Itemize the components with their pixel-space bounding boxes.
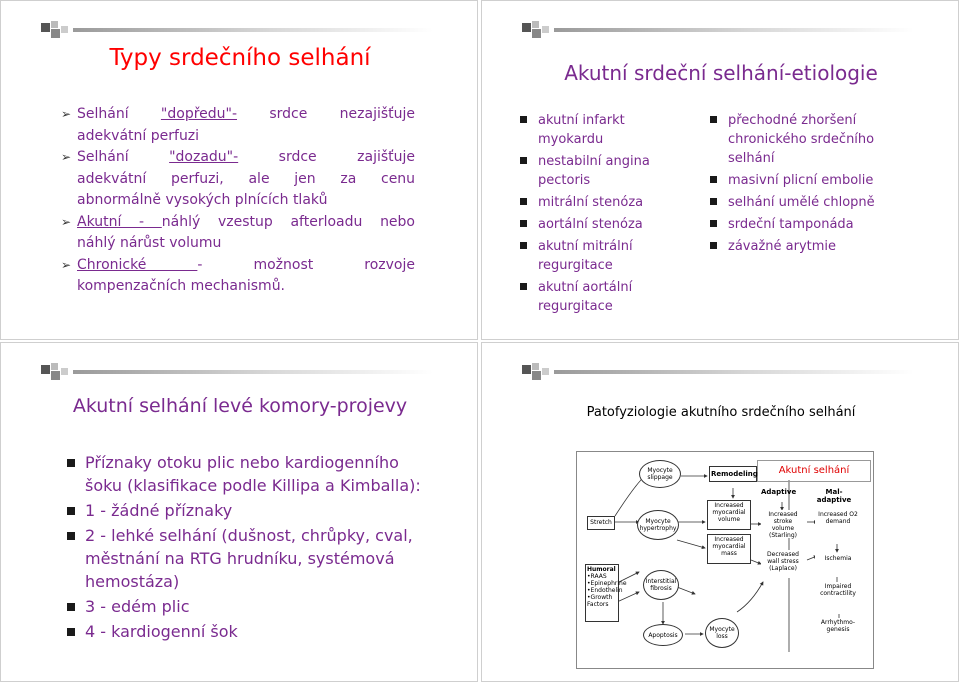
decreased-wall-stress-node: Decreased wall stress (Laplace) (761, 550, 805, 578)
square-bullet-icon (67, 532, 75, 540)
list-item-text: Příznaky otoku plic nebo kardiogenního šoku (klasifikace podle Killipa a Kimballa): (85, 453, 421, 495)
square-bullet-icon (710, 220, 717, 227)
adaptive-header: Adaptive (761, 488, 797, 496)
square-bullet-icon (520, 157, 527, 164)
list-item (710, 237, 918, 256)
slide-header-decoration (522, 21, 922, 39)
etiology-left-list (520, 111, 670, 319)
arrhythmogenesis-node: Arrhythmo-genesis (815, 618, 861, 640)
stretch-node: Stretch (587, 516, 615, 530)
myocyte-loss-node: Myocyte loss (705, 618, 739, 648)
increased-stroke-volume-node: Increased stroke volume (Starling) (761, 510, 805, 538)
arrow-bullet-icon: ➢ (61, 257, 72, 272)
pathophysiology-diagram (576, 451, 874, 669)
list-item (710, 111, 918, 168)
list-item-text: srdeční tamponáda (728, 217, 854, 232)
list-item (520, 237, 670, 275)
diagram-title: Akutní selhání (757, 460, 871, 482)
list-text: srdce (278, 149, 317, 165)
squares-decoration-icon (41, 363, 71, 381)
square-bullet-icon (710, 116, 717, 123)
list-item (67, 499, 427, 522)
interstitial-fibrosis-node: Interstitial fibrosis (643, 570, 679, 600)
list-line (77, 126, 415, 148)
list-text: "dozadu"- (169, 149, 239, 165)
list-item-text: závažné arytmie (728, 239, 837, 254)
symptom-list (67, 451, 427, 645)
square-bullet-icon (67, 507, 75, 515)
square-bullet-icon (67, 459, 75, 467)
squares-decoration-icon (522, 21, 552, 39)
increased-mass-node: Increased myocardial mass (707, 534, 751, 564)
list-line (61, 104, 416, 126)
slide-title: Akutní srdeční selhání-etiologie (564, 61, 878, 85)
apoptosis-node: Apoptosis (643, 624, 683, 646)
square-bullet-icon (710, 198, 717, 205)
list-item (520, 152, 670, 190)
list-item-text: 2 - lehké selhání (dušnost, chrůpky, cval, městnání na RTG hrudníku, systémová hemostáza) (85, 526, 413, 591)
square-bullet-icon (520, 116, 527, 123)
slide-header-decoration (41, 21, 441, 39)
increased-o2-demand-node: Increased O2 demand (815, 510, 861, 540)
remodeling-node: Remodeling (709, 466, 757, 482)
list-text: za (340, 170, 357, 187)
list-text: cenu (381, 170, 416, 187)
humoral-item: •Endothelin (587, 587, 623, 594)
list-item-text: mitrální stenóza (538, 195, 644, 210)
list-item-text: aortální stenóza (538, 217, 643, 232)
list-text: Akutní - (77, 213, 162, 230)
list-text: vzestup (217, 213, 273, 230)
list-item (520, 278, 670, 316)
square-bullet-icon (520, 220, 527, 227)
etiology-right-list (710, 111, 918, 259)
list-line (77, 233, 415, 255)
list-text: srdce (269, 106, 308, 122)
list-text: adekvátní perfuzi (77, 127, 200, 144)
list-item-text: nestabilní angina pectoris (538, 154, 650, 188)
list-text: adekvátní (77, 170, 147, 187)
list-text: náhlý nárůst volumu (77, 235, 222, 251)
list-item-text: akutní infarkt myokardu (538, 113, 625, 147)
slide-etiology (481, 0, 959, 340)
list-item (520, 111, 670, 149)
list-text: náhlý (161, 213, 201, 230)
square-bullet-icon (67, 603, 75, 611)
maladaptive-header: Mal-adaptive (816, 488, 852, 504)
list-text: nebo (380, 213, 416, 230)
list-item-text: masivní plicní embolie (728, 173, 874, 188)
list-item (520, 215, 670, 234)
list-text: perfuzi, (171, 170, 224, 187)
humoral-item: Factors (587, 601, 609, 608)
humoral-label: Humoral (587, 566, 616, 573)
list-text: Selhání (77, 106, 129, 122)
myocyte-slippage-node: Myocyte slippage (639, 460, 681, 488)
list-text: zajišťuje (357, 149, 416, 165)
list-item (67, 524, 427, 593)
humoral-item: •Growth (587, 594, 613, 601)
humoral-item: •Epinephrine (587, 580, 627, 587)
list-text: možnost (253, 256, 314, 273)
list-text: afterloadu (290, 213, 363, 230)
list-item (67, 451, 427, 497)
list-item (520, 193, 670, 212)
slide-title: Akutní selhání levé komory-projevy (72, 395, 408, 417)
list-line (77, 169, 415, 191)
list-item-text: 1 - žádné příznaky (85, 501, 233, 520)
list-text: - (197, 256, 203, 273)
list-item (710, 193, 918, 212)
arrow-bullet-icon: ➢ (61, 107, 72, 121)
square-bullet-icon (710, 242, 717, 249)
slide-title: Patofyziologie akutního srdečního selhání (586, 405, 856, 420)
list-item-text: 3 - edém plic (85, 597, 190, 616)
list-text: abnormálně vysokých plnících tlaků (77, 192, 328, 208)
slide-header-decoration (41, 363, 441, 381)
humoral-items (587, 573, 627, 608)
list-text: ale (248, 170, 270, 187)
square-bullet-icon (520, 283, 527, 290)
slide-types-heart-failure (0, 0, 478, 340)
square-bullet-icon (520, 198, 527, 205)
list-line (77, 276, 415, 298)
list-text: jen (294, 170, 316, 187)
slide-pathophysiology (481, 342, 959, 682)
square-bullet-icon (67, 628, 75, 636)
list-line (61, 147, 416, 169)
square-bullet-icon (520, 242, 527, 249)
list-text: rozvoje (364, 256, 415, 273)
increased-volume-node: Increased myocardial volume (707, 500, 751, 530)
squares-decoration-icon (522, 363, 552, 381)
arrow-bullet-icon: ➢ (61, 150, 72, 164)
myocyte-hypertrophy-node: Myocyte hypertrophy (637, 510, 679, 540)
list-line (77, 190, 415, 212)
list-text: Chronické (77, 256, 198, 273)
list-item (710, 171, 918, 190)
list-item-text: akutní aortální regurgitace (538, 280, 633, 314)
list-text: nezajišťuje (339, 106, 416, 122)
list-line (61, 212, 416, 234)
bullet-list (61, 104, 416, 298)
list-text: kompenzačních mechanismů. (77, 278, 286, 294)
slide-lv-failure-symptoms (0, 342, 478, 682)
slide-title: Typy srdečního selhání (109, 45, 371, 71)
list-text: Selhání (77, 149, 129, 165)
list-item-text: selhání umělé chlopně (728, 195, 875, 210)
impaired-contractility-node: Impaired contractility (815, 582, 861, 604)
slide-header-decoration (522, 363, 922, 381)
arrow-bullet-icon: ➢ (61, 214, 72, 229)
humoral-item: •RAAS (587, 573, 607, 580)
list-item-text: akutní mitrální regurgitace (538, 239, 633, 273)
square-bullet-icon (710, 176, 717, 183)
ischemia-node: Ischemia (815, 554, 861, 568)
list-item-text: přechodné zhoršení chronického srdečního selhání (728, 113, 875, 166)
list-text: "dopředu"- (160, 106, 238, 122)
list-item (710, 215, 918, 234)
list-line (61, 255, 415, 277)
list-item-text: 4 - kardiogenní šok (85, 622, 238, 641)
squares-decoration-icon (41, 21, 71, 39)
list-item (67, 595, 427, 618)
list-item (67, 620, 427, 643)
humoral-node (585, 564, 627, 622)
